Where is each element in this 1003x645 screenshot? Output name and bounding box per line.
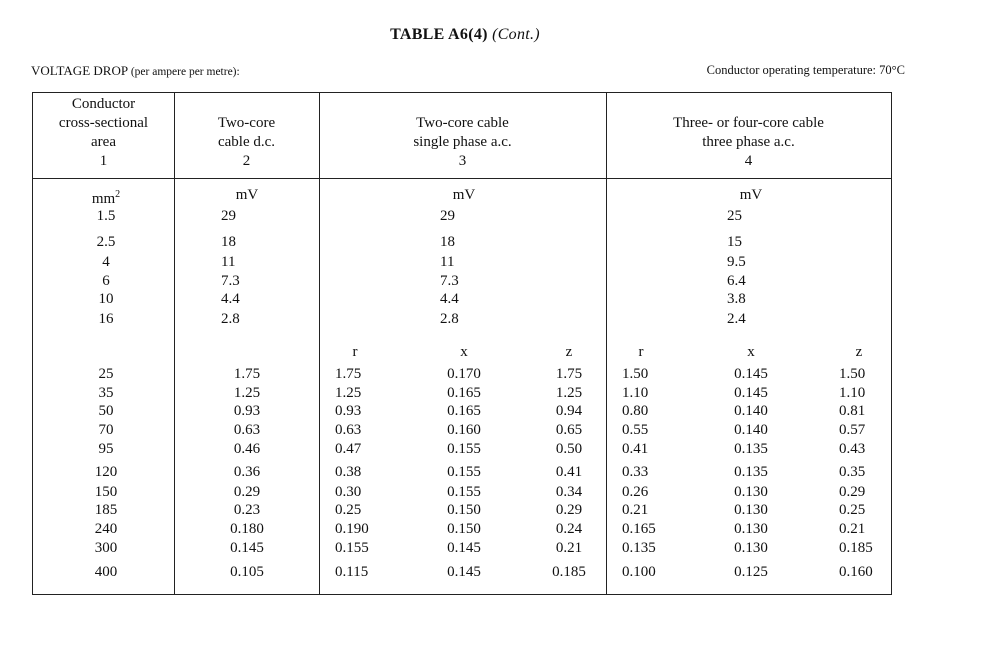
large-row-single-z: 0.94 (555, 403, 583, 419)
small-row-three-phase: 2.4 (727, 311, 746, 327)
large-row-three-x: 0.145 (734, 366, 768, 382)
large-row-three-x: 0.130 (734, 484, 768, 500)
header-divider (33, 178, 891, 179)
large-row-area: 400 (94, 564, 118, 580)
large-row-dc: 0.180 (230, 521, 264, 537)
large-row-single-z: 0.21 (555, 540, 583, 556)
large-row-three-r: 0.33 (622, 464, 649, 480)
small-row-three-phase: 25 (727, 208, 742, 224)
small-row-single-phase: 11 (440, 254, 455, 270)
header-col4 (606, 114, 891, 171)
large-row-single-z: 0.41 (555, 464, 583, 480)
voltage-drop-unit-note: (per ampere per metre): (130, 66, 240, 78)
operating-temperature-caption: Conductor operating temperature: 70°C (706, 63, 905, 77)
large-row-three-x: 0.130 (734, 502, 768, 518)
large-row-single-r: 1.75 (335, 366, 362, 382)
large-row-dc: 0.29 (233, 484, 261, 500)
large-row-single-x: 0.165 (447, 385, 481, 401)
large-row-area: 120 (94, 464, 118, 480)
subheader-z-single: z (565, 344, 573, 360)
large-row-three-z: 1.10 (839, 385, 866, 401)
large-row-three-x: 0.140 (734, 422, 768, 438)
large-row-three-r: 1.10 (622, 385, 649, 401)
subheader-z-three: z (855, 344, 863, 360)
header-col3-line2: single phase a.c. (413, 134, 512, 150)
large-row-three-r: 0.21 (622, 502, 649, 518)
large-row-single-x: 0.155 (447, 464, 481, 480)
header-col1-line3: area (91, 134, 116, 150)
small-row-area: 6 (102, 273, 110, 289)
small-row-single-phase: 18 (440, 234, 455, 250)
header-col2-number: 2 (242, 153, 251, 169)
table-title-cont: (Cont.) (492, 26, 540, 43)
unit-col2: mV (235, 187, 259, 203)
large-row-single-r: 0.115 (335, 564, 369, 580)
table-title (0, 26, 930, 44)
subheader-r-single: r (352, 344, 358, 360)
large-row-three-x: 0.140 (734, 403, 768, 419)
large-row-single-r: 0.63 (335, 422, 362, 438)
large-row-three-z: 1.50 (839, 366, 866, 382)
large-row-single-x: 0.145 (447, 540, 481, 556)
small-row-dc: 11 (221, 254, 236, 270)
small-row-three-phase: 9.5 (727, 254, 746, 270)
large-row-area: 240 (94, 521, 118, 537)
small-row-dc: 2.8 (221, 311, 240, 327)
large-row-area: 185 (94, 502, 118, 518)
large-row-single-z: 0.50 (555, 441, 583, 457)
large-row-dc: 0.23 (233, 502, 261, 518)
large-row-three-r: 0.41 (622, 441, 649, 457)
large-row-three-x: 0.130 (734, 521, 768, 537)
large-row-area: 300 (94, 540, 118, 556)
header-col1-line2: cross-sectional (58, 115, 149, 131)
small-row-single-phase: 4.4 (440, 291, 459, 307)
large-row-single-r: 0.47 (335, 441, 362, 457)
small-row-three-phase: 3.8 (727, 291, 746, 307)
large-row-single-r: 0.30 (335, 484, 362, 500)
small-row-single-phase: 7.3 (440, 273, 459, 289)
large-row-single-r: 1.25 (335, 385, 362, 401)
large-row-dc: 0.36 (233, 464, 261, 480)
small-row-three-phase: 6.4 (727, 273, 746, 289)
large-row-three-r: 0.55 (622, 422, 649, 438)
small-row-dc: 18 (221, 234, 236, 250)
subheader-r-three: r (638, 344, 644, 360)
large-row-dc: 0.46 (233, 441, 261, 457)
header-col3-number: 3 (458, 153, 467, 169)
large-row-three-r: 0.165 (622, 521, 656, 537)
large-row-area: 95 (98, 441, 114, 457)
large-row-single-z: 0.24 (555, 521, 583, 537)
large-row-dc: 1.25 (233, 385, 261, 401)
large-row-three-z: 0.185 (839, 540, 873, 556)
small-row-area: 16 (98, 311, 114, 327)
large-row-three-z: 0.81 (839, 403, 866, 419)
large-row-single-z: 0.185 (552, 564, 586, 580)
large-row-three-z: 0.35 (839, 464, 866, 480)
small-row-three-phase: 15 (727, 234, 742, 250)
small-row-area: 10 (98, 291, 114, 307)
large-row-single-x: 0.145 (447, 564, 481, 580)
header-col4-number: 4 (744, 153, 753, 169)
large-row-dc: 0.93 (233, 403, 261, 419)
header-col2 (174, 114, 319, 171)
small-row-single-phase: 2.8 (440, 311, 459, 327)
large-row-single-r: 0.155 (335, 540, 369, 556)
header-col3 (319, 114, 606, 171)
unit-area-text: mm (91, 191, 116, 207)
large-row-area: 150 (94, 484, 118, 500)
large-row-three-r: 0.80 (622, 403, 649, 419)
large-row-single-x: 0.150 (447, 502, 481, 518)
small-row-area: 4 (102, 254, 110, 270)
small-row-area: 2.5 (96, 234, 116, 250)
header-col4-line2: three phase a.c. (702, 134, 795, 150)
large-row-three-z: 0.29 (839, 484, 866, 500)
large-row-dc: 0.105 (230, 564, 264, 580)
large-row-three-x: 0.130 (734, 540, 768, 556)
large-row-three-r: 0.100 (622, 564, 656, 580)
large-row-single-x: 0.170 (447, 366, 481, 382)
large-row-single-x: 0.160 (447, 422, 481, 438)
voltage-drop-label: VOLTAGE DROP (31, 63, 128, 78)
small-row-single-phase: 29 (440, 208, 455, 224)
header-col3-line1: Two-core cable (416, 115, 509, 131)
unit-col3: mV (452, 187, 476, 203)
small-row-area: 1.5 (96, 208, 116, 224)
large-row-dc: 1.75 (233, 366, 261, 382)
table-title-main: TABLE A6(4) (390, 26, 488, 43)
large-row-three-z: 0.43 (839, 441, 866, 457)
large-row-three-r: 1.50 (622, 366, 649, 382)
large-row-single-x: 0.150 (447, 521, 481, 537)
large-row-single-r: 0.25 (335, 502, 362, 518)
unit-area-superscript: 2 (115, 189, 121, 200)
large-row-three-z: 0.57 (839, 422, 866, 438)
large-row-single-z: 0.65 (555, 422, 583, 438)
small-row-dc: 7.3 (221, 273, 240, 289)
large-row-single-x: 0.155 (447, 484, 481, 500)
small-row-dc: 29 (221, 208, 236, 224)
large-row-three-x: 0.145 (734, 385, 768, 401)
large-row-single-x: 0.155 (447, 441, 481, 457)
subheader-x-single: x (460, 344, 468, 360)
large-row-single-z: 0.34 (555, 484, 583, 500)
large-row-three-z: 0.160 (839, 564, 873, 580)
header-col2-line1: Two-core (217, 115, 276, 131)
large-row-three-z: 0.25 (839, 502, 866, 518)
unit-area (92, 186, 120, 208)
header-col1 (33, 95, 174, 171)
large-row-single-z: 1.75 (555, 366, 583, 382)
header-col1-line1: Conductor (71, 96, 136, 112)
large-row-three-r: 0.135 (622, 540, 656, 556)
header-col2-line2: cable d.c. (217, 134, 276, 150)
large-row-single-z: 0.29 (555, 502, 583, 518)
small-row-dc: 4.4 (221, 291, 240, 307)
large-row-single-x: 0.165 (447, 403, 481, 419)
header-col4-line1: Three- or four-core cable (673, 115, 824, 131)
subheader-x-three: x (747, 344, 755, 360)
large-row-three-z: 0.21 (839, 521, 866, 537)
large-row-area: 25 (98, 366, 114, 382)
large-row-area: 70 (98, 422, 114, 438)
large-row-single-r: 0.38 (335, 464, 362, 480)
large-row-single-r: 0.190 (335, 521, 369, 537)
voltage-drop-caption (31, 63, 240, 79)
large-row-dc: 0.145 (230, 540, 264, 556)
large-row-three-r: 0.26 (622, 484, 649, 500)
large-row-single-z: 1.25 (555, 385, 583, 401)
large-row-area: 50 (98, 403, 114, 419)
large-row-three-x: 0.125 (734, 564, 768, 580)
large-row-single-r: 0.93 (335, 403, 362, 419)
large-row-three-x: 0.135 (734, 441, 768, 457)
large-row-dc: 0.63 (233, 422, 261, 438)
header-col1-number: 1 (99, 153, 108, 169)
large-row-area: 35 (98, 385, 114, 401)
unit-col4: mV (739, 187, 763, 203)
large-row-three-x: 0.135 (734, 464, 768, 480)
voltage-drop-table (32, 92, 892, 595)
